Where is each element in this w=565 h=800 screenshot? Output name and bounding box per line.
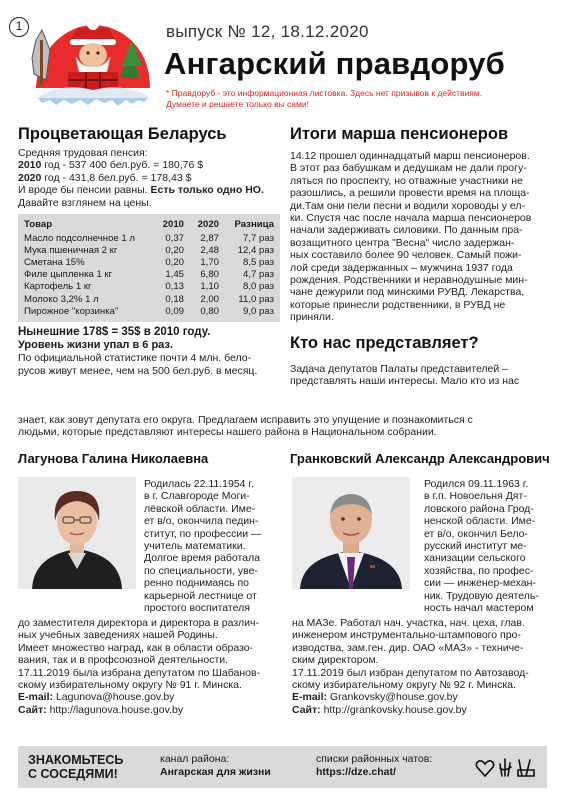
deputy-bio-side xyxy=(144,478,286,614)
bio-line: скому избирательному округу № 92 г. Минска. xyxy=(292,679,516,692)
table-header-row xyxy=(24,218,274,232)
table-row xyxy=(24,232,274,244)
bio-line: на МАЗе. Работал нач. участка, нач. цеха, глав. xyxy=(292,617,525,629)
deputy-email xyxy=(18,691,290,703)
bio-line: учитель математики. xyxy=(144,540,246,553)
bio-line: Имеет множество наград, как в области образо- xyxy=(18,641,254,654)
email-label: E-mail: xyxy=(292,691,328,704)
table-cell: 8,5 раз xyxy=(243,257,274,268)
table-cell: Сметана 15% xyxy=(24,257,85,268)
tagline-line-1: * Правдоруб - это информационная листовка. Здесь нет призывов к действиям. xyxy=(166,88,483,98)
article-body xyxy=(290,150,552,324)
bio-line: скому избирательному округу № 91 г. Минска. xyxy=(18,679,242,692)
deputy-name: Лагунова Галина Николаевна xyxy=(18,451,209,466)
masthead xyxy=(0,0,565,118)
deputy-site xyxy=(18,704,290,716)
tagline-line-2: Думаете и решаете только вы сами! xyxy=(166,99,309,109)
table-cell: Молоко 3,2% 1 л xyxy=(24,293,99,305)
site-link[interactable]: http://grankovsky.house.gov.by xyxy=(323,703,467,716)
table-cell: 7,7 раз xyxy=(243,232,274,244)
body-line: которые принесли родственники, в РУВД не xyxy=(290,298,506,311)
bio-line: ненской области. Име- xyxy=(424,515,536,528)
table-cell: 1,10 xyxy=(200,281,219,293)
pension-note-text: И вроде бы пенсии равны. xyxy=(18,184,151,197)
article-heading: Процветающая Беларусь xyxy=(18,125,227,143)
pension-2020 xyxy=(18,172,280,184)
deputy-name: Гранковский Александр Александрович xyxy=(290,451,550,466)
bio-line: инженером инструментально-штампового про- xyxy=(292,629,521,642)
bio-line: ет в/о, окончил Бело- xyxy=(424,527,528,540)
table-row xyxy=(24,293,274,305)
column-header: Разница xyxy=(234,219,274,231)
bio-line: ститут, по профессии — xyxy=(144,527,262,540)
table-cell: Пирожное "корзинка" xyxy=(24,305,119,317)
body-line: ляться по проспекту, но отважные участники не xyxy=(290,174,523,187)
body-line: разошлись, а решили провести время на площа- xyxy=(290,187,530,200)
chats-link[interactable]: https://dze.chat/ xyxy=(316,766,396,778)
representatives-intro xyxy=(290,363,552,388)
issue-info: выпуск № 12, 18.12.2020 xyxy=(166,22,369,41)
pension-2010 xyxy=(18,159,280,171)
bio-line: 17.11.2019 была избрана депутатом по Шабанов- xyxy=(18,666,261,679)
article-prosperous-belarus xyxy=(18,125,280,377)
table-cell: 0,13 xyxy=(165,281,184,293)
intro-line: людьми, которые представляют интересы нашего района в Национальном собрании. xyxy=(18,426,437,439)
portrait-woman-icon xyxy=(18,477,136,589)
table-cell: 0,20 xyxy=(165,244,184,256)
deputy-bio-full xyxy=(18,617,290,716)
column-header: 2010 xyxy=(162,219,184,231)
bio-line: лёвской области. Име- xyxy=(144,502,256,515)
bio-line: изводства, зам.ген. дир. ОАО «МАЗ» - техниче- xyxy=(292,641,524,654)
table-cell: 4,7 раз xyxy=(243,269,274,281)
table-row xyxy=(24,281,274,293)
table-cell: 0,18 xyxy=(165,293,184,305)
portrait-man-icon xyxy=(292,477,410,589)
bio-line: сии — инженер-механ- xyxy=(424,577,536,590)
pension-note-emphasis: Есть только одно НО. xyxy=(150,184,264,197)
deputy-photo xyxy=(18,477,136,589)
representatives-intro-continued xyxy=(18,414,552,439)
deputy-bio-side xyxy=(424,478,556,614)
table-cell: 0,09 xyxy=(165,305,184,317)
statistic-line: русов живут менее, чем на 500 бел.руб. в месяц. xyxy=(18,364,258,377)
bio-line: ник. Трудовую деятель- xyxy=(424,589,539,602)
statistic-note xyxy=(18,352,280,377)
body-line: приняли. xyxy=(290,311,334,324)
table-row xyxy=(24,256,274,268)
issue-badge: 1 xyxy=(9,17,29,37)
price-comparison-table xyxy=(18,214,280,322)
bio-line: ловского района Грод- xyxy=(424,502,534,515)
table-cell: 8,0 раз xyxy=(243,281,274,293)
site-link[interactable]: http://lagunova.house.gov.by xyxy=(49,703,184,716)
table-cell: 1,70 xyxy=(200,257,219,268)
deputy-bio-full xyxy=(292,617,554,716)
intro-line: Задача депутатов Палаты представителей – xyxy=(290,362,509,375)
column-header: Товар xyxy=(24,219,53,231)
bio-line: до заместителя директора и директора в различ- xyxy=(18,617,259,629)
body-line: ки. Спустя час после начала марша пенсионеров xyxy=(290,212,532,225)
tagline xyxy=(166,88,556,110)
article-body xyxy=(18,147,280,209)
table-cell: 9,0 раз xyxy=(243,305,274,317)
body-line: ди.Там они пели песни и водили хороводы у ел- xyxy=(290,199,526,212)
body-line: ных составило более 90 человек. Самый пожи- xyxy=(290,249,522,262)
bio-line: хозяйства, по профес- xyxy=(424,564,534,577)
table-cell: Филе цыпленка 1 кг xyxy=(24,269,113,281)
bio-line: 17.11.2019 был избран депутатом по Автозавод- xyxy=(292,666,529,679)
pension-value: год - 537 400 бел.руб. = 180,76 $ xyxy=(41,159,204,172)
table-cell: 2,48 xyxy=(200,244,219,256)
table-cell: 6,80 xyxy=(200,269,219,281)
bio-line: в г. Славгороде Моги- xyxy=(144,490,250,503)
prices-lead: Давайте взглянем на цены. xyxy=(18,196,152,209)
table-cell: Картофель 1 кг xyxy=(24,281,92,293)
article-pensioners-march xyxy=(290,125,552,388)
intro-line: представлять наши интересы. Мало кто из нас xyxy=(290,375,520,388)
body-line: начали задерживать силовики. По данным пра- xyxy=(290,224,523,237)
bio-line: вания, так и в профсоюзной деятельности. xyxy=(18,654,229,667)
table-cell: 0,37 xyxy=(165,232,184,244)
channel-link[interactable]: Ангарская для жизни xyxy=(160,766,271,778)
table-cell: 0,20 xyxy=(165,257,184,268)
bio-line: карьерной лестнице от xyxy=(144,589,257,602)
year-label: 2020 xyxy=(18,171,42,184)
site-label: Сайт: xyxy=(18,703,47,716)
conclusion xyxy=(18,326,280,377)
meet-neighbors xyxy=(28,753,123,781)
table-cell: Масло подсолнечное 1 л xyxy=(24,232,136,244)
email-link[interactable]: Lagunova@house.gov.by xyxy=(55,691,175,704)
table-row xyxy=(24,305,274,317)
table-cell: 11,0 раз xyxy=(238,293,274,305)
year-label: 2010 xyxy=(18,159,42,172)
email-link[interactable]: Grankovsky@house.gov.by xyxy=(329,691,458,704)
table-row xyxy=(24,269,274,281)
pension-intro: Средняя трудовая пенсия: xyxy=(18,147,148,159)
bio-line: русский институт ме- xyxy=(424,540,527,553)
bio-line: в г.п. Новоельня Дят- xyxy=(424,490,527,503)
intro-line: знает, как зовут депутата его округа. Предлагаем исправить это упущение и познакомиться с xyxy=(18,414,473,426)
bio-line: ренно поднимаясь по xyxy=(144,577,250,590)
bio-line: ных учебных заведениях нашей Родины. xyxy=(18,629,218,642)
meet-line: ЗНАКОМЬТЕСЬ xyxy=(28,753,124,767)
table-row xyxy=(24,244,274,256)
email-label: E-mail: xyxy=(18,691,54,704)
hands-emoji-icon xyxy=(474,754,542,780)
bio-line: ность начал мастером xyxy=(424,602,534,615)
body-line: В этот раз бабушкам и дедушкам не дали прогу- xyxy=(290,162,527,175)
bio-line: простого воспитателя xyxy=(144,602,250,615)
channel-label: канал района: xyxy=(160,753,230,765)
bio-line: по специальности, уве- xyxy=(144,564,258,577)
footer-banner xyxy=(18,746,547,788)
bio-line: Родилась 22.11.1954 г. xyxy=(144,478,254,490)
table-cell: 0,80 xyxy=(200,305,219,317)
pension-value: год - 431,8 бел.руб. = 178,43 $ xyxy=(41,171,192,184)
body-line: рождения. Родственники и неравнодушные мин- xyxy=(290,274,528,287)
table-cell: 2,87 xyxy=(200,232,219,244)
bio-line: ским директором. xyxy=(292,654,379,667)
article-heading: Итоги марша пенсионеров xyxy=(290,125,509,143)
district-channel xyxy=(160,753,271,779)
section-heading-representatives: Кто нас представляет? xyxy=(290,333,479,352)
table-cell: Мука пшеничная 2 кг xyxy=(24,244,118,256)
body-line: лой среди задержанных – мужчина 1937 года xyxy=(290,261,513,274)
living-standard-note: Уровень жизни упал в 6 раз. xyxy=(18,339,173,352)
bio-line: ханизации сельского xyxy=(424,552,526,565)
deputy-email xyxy=(292,691,554,703)
pension-note xyxy=(18,184,280,196)
district-chats xyxy=(316,753,432,779)
body-line: возащитного центра "Весна" число задержан- xyxy=(290,236,515,249)
body-line: 14.12 прошел одиннадцатый марш пенсионеров. xyxy=(290,150,530,162)
site-label: Сайт: xyxy=(292,703,321,716)
meet-line: С СОСЕДЯМИ! xyxy=(28,767,118,781)
current-value-note: Нынешние 178$ = 35$ в 2010 году. xyxy=(18,326,211,339)
paper-title: Ангарский правдоруб xyxy=(164,46,505,81)
body-line: чане дежурили под минскими РУВД. Лекарства, xyxy=(290,286,525,299)
deputy-site xyxy=(292,704,554,716)
deputy-photo xyxy=(292,477,410,589)
bio-line: Родился 09.11.1963 г. xyxy=(424,478,529,490)
chats-label: списки районных чатов: xyxy=(316,753,433,765)
table-cell: 1,45 xyxy=(165,269,184,281)
table-cell: 12,4 раз xyxy=(237,244,274,256)
bio-line: Долгое время работала xyxy=(144,552,261,565)
column-header: 2020 xyxy=(197,219,219,231)
table-cell: 2,00 xyxy=(200,293,219,305)
bio-line: ет в/о, окончила педин- xyxy=(144,515,259,528)
statistic-line: По официальной статистике почти 4 млн. бело- xyxy=(18,352,252,365)
logo-lumberjack-icon xyxy=(28,10,158,110)
